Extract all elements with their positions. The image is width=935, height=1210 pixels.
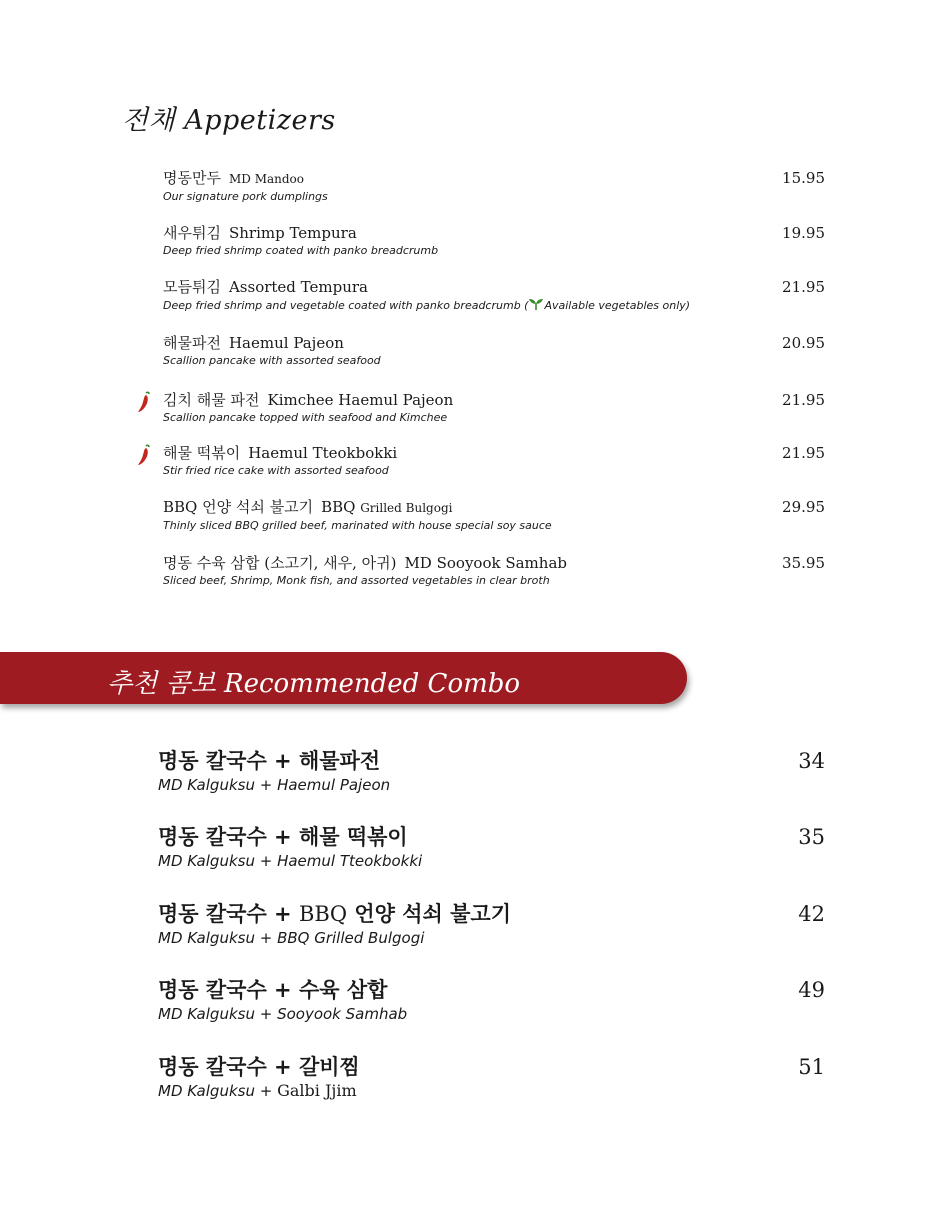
combo-english-name: MD Kalguksu + Haemul Pajeon [158,776,391,794]
item-description: Scallion pancake topped with seafood and Kimchee [163,411,448,424]
item-price: 21.95 [782,444,825,462]
spicy-chili-icon [137,444,151,466]
item-korean-name: 명동만두 [163,169,221,187]
spicy-chili-icon [137,391,151,413]
item-korean-name: 새우튀김 [163,224,221,242]
menu-item [163,277,825,313]
item-description: Deep fried shrimp coated with panko breadcrumb [163,244,439,257]
combo-korean-name: 명동 칼국수 + 갈비찜 [158,1055,360,1079]
item-price: 21.95 [782,278,825,296]
menu-item [163,443,825,478]
item-description: Our signature pork dumplings [163,190,328,203]
item-english-name: Assorted Tempura [228,278,368,296]
item-english-name: BBQ [321,498,356,516]
item-description: Thinly sliced BBQ grilled beef, marinated with house special soy sauce [163,519,552,532]
combo-item [158,900,825,948]
menu-item [163,168,825,204]
item-price: 15.95 [782,169,825,187]
item-description: Deep fried shrimp and vegetable coated with panko breadcrumb ( Available vegetables only) [163,299,691,312]
combo-english-name: MD Kalguksu + Galbi Jjim [158,1081,357,1100]
appetizers-title: 전채 Appetizers [122,105,336,136]
combo-english-name: MD Kalguksu + Sooyook Samhab [158,1005,408,1023]
combo-korean-name: 명동 칼국수 + 수육 삼합 [158,978,388,1002]
combo-item [158,976,825,1024]
item-description: Scallion pancake with assorted seafood [163,354,381,367]
item-description: Stir fried rice cake with assorted seafood [163,464,389,477]
combo-price: 34 [798,749,825,773]
combo-korean-name: 명동 칼국수 + BBQ 언양 석쇠 불고기 [158,902,511,926]
item-english-name: MD Mandoo [228,172,304,186]
combo-item [158,747,825,795]
combo-item [158,823,825,871]
item-korean-name: 명동 수육 삼합 (소고기, 새우, 아귀) [163,554,397,572]
item-korean-name: BBQ 언양 석쇠 불고기 [163,498,314,516]
vegetable-sprout-icon [528,298,544,310]
item-price: 35.95 [782,554,825,572]
item-korean-name: 해물파전 [163,334,221,352]
combo-item [158,1053,825,1101]
combo-price: 35 [798,825,825,849]
item-english-name: Haemul Pajeon [228,334,344,352]
item-english-name: Kimchee Haemul Pajeon [267,391,454,409]
item-english-name: Haemul Tteokbokki [248,444,398,462]
item-price: 19.95 [782,224,825,242]
combo-korean-name: 명동 칼국수 + 해물파전 [158,749,381,773]
combo-title: 추천 콤보 Recommended Combo [107,669,521,699]
item-description: Sliced beef, Shrimp, Monk fish, and assorted vegetables in clear broth [163,574,550,587]
item-korean-name: 모듬튀김 [163,278,221,296]
combo-price: 42 [798,902,825,926]
combo-english-name: MD Kalguksu + Haemul Tteokbokki [158,852,423,870]
menu-item [163,497,825,533]
item-price: 29.95 [782,498,825,516]
item-english-name-suffix: Grilled Bulgogi [360,501,453,515]
menu-item [163,223,825,258]
menu-item [163,333,825,368]
combo-banner [0,652,687,704]
item-price: 21.95 [782,391,825,409]
item-english-name: Shrimp Tempura [228,224,357,242]
combo-english-name: MD Kalguksu + BBQ Grilled Bulgogi [158,929,425,947]
menu-item [163,390,825,425]
item-english-name: MD Sooyook Samhab [404,554,567,572]
item-korean-name: 김치 해물 파전 [163,391,260,409]
menu-item [163,553,825,588]
combo-price: 51 [798,1055,825,1079]
combo-price: 49 [798,978,825,1002]
item-korean-name: 해물 떡볶이 [163,444,241,462]
combo-korean-name: 명동 칼국수 + 해물 떡볶이 [158,825,408,849]
item-price: 20.95 [782,334,825,352]
